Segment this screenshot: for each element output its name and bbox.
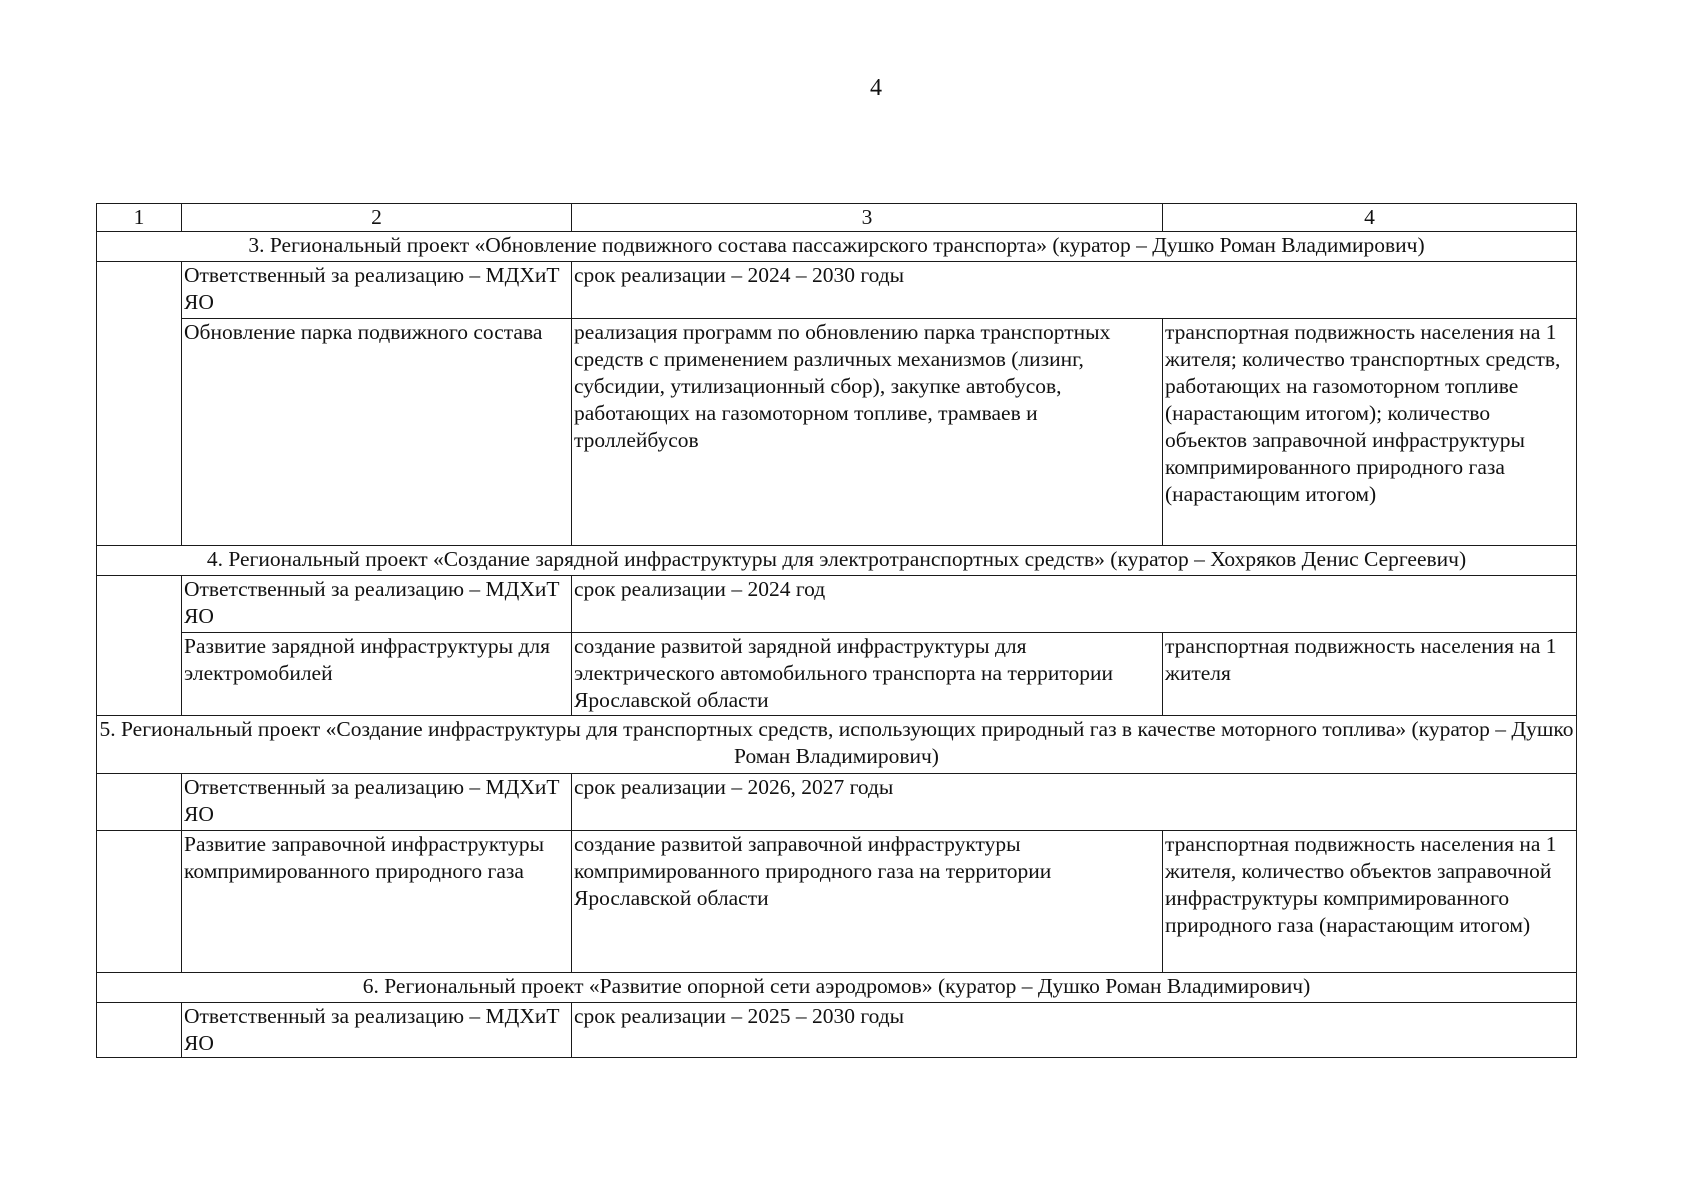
- table-row: [97, 319, 1577, 546]
- term-cell: срок реализации – 2025 – 2030 годы: [572, 1003, 1577, 1058]
- table-header-row: [97, 204, 1577, 232]
- description-cell: создание развитой зарядной инфраструктуры для электрического автомобильного транспорта на территории Ярославской области: [572, 633, 1163, 716]
- section-row: [97, 716, 1577, 774]
- column-number-3: 3: [572, 204, 1163, 232]
- task-cell: Развитие заправочной инфраструктуры компримированного природного газа: [182, 831, 572, 973]
- term-cell: срок реализации – 2024 год: [572, 576, 1577, 633]
- section-title: 5. Региональный проект «Создание инфраструктуры для транспортных средств, использующих природный газ в качестве моторного топлива» (куратор – Душко Роман Владимирович): [97, 716, 1577, 774]
- section-title: 3. Региональный проект «Обновление подвижного состава пассажирского транспорта» (куратор – Душко Роман Владимирович): [97, 232, 1577, 262]
- table-row: [97, 831, 1577, 973]
- description-cell: создание развитой заправочной инфраструктуры компримированного природного газа на территории Ярославской области: [572, 831, 1163, 973]
- table-row: [97, 633, 1577, 716]
- task-cell: Развитие зарядной инфраструктуры для электромобилей: [182, 633, 572, 716]
- section-row: [97, 973, 1577, 1003]
- empty-cell: [97, 774, 182, 831]
- indicators-cell: транспортная подвижность населения на 1 жителя: [1163, 633, 1577, 716]
- responsible-row: [97, 1003, 1577, 1058]
- responsible-cell: Ответственный за реализацию – МДХиТ ЯО: [182, 1003, 572, 1058]
- term-cell: срок реализации – 2024 – 2030 годы: [572, 262, 1577, 319]
- empty-cell: [97, 1003, 182, 1058]
- section-title: 6. Региональный проект «Развитие опорной сети аэродромов» (куратор – Душко Роман Владимирович): [97, 973, 1577, 1003]
- section-title: 4. Региональный проект «Создание зарядной инфраструктуры для электротранспортных средств» (куратор – Хохряков Денис Сергеевич): [97, 546, 1577, 576]
- column-number-4: 4: [1163, 204, 1577, 232]
- responsible-row: [97, 262, 1577, 319]
- responsible-row: [97, 774, 1577, 831]
- section-row: [97, 232, 1577, 262]
- term-cell: срок реализации – 2026, 2027 годы: [572, 774, 1577, 831]
- task-cell: Обновление парка подвижного состава: [182, 319, 572, 546]
- projects-table: [96, 203, 1577, 1058]
- responsible-cell: Ответственный за реализацию – МДХиТ ЯО: [182, 262, 572, 319]
- empty-cell: [97, 831, 182, 973]
- responsible-cell: Ответственный за реализацию – МДХиТ ЯО: [182, 576, 572, 633]
- empty-cell: [97, 262, 182, 546]
- responsible-cell: Ответственный за реализацию – МДХиТ ЯО: [182, 774, 572, 831]
- section-row: [97, 546, 1577, 576]
- indicators-cell: транспортная подвижность населения на 1 жителя; количество транспортных средств, работающих на газомоторном топливе (нарастающим итогом); количество объектов заправочной инфраструктуры компримированного природного газа (нарастающим итогом): [1163, 319, 1577, 546]
- empty-cell: [97, 576, 182, 716]
- column-number-1: 1: [97, 204, 182, 232]
- responsible-row: [97, 576, 1577, 633]
- indicators-cell: транспортная подвижность населения на 1 жителя, количество объектов заправочной инфраструктуры компримированного природного газа (нарастающим итогом): [1163, 831, 1577, 973]
- description-cell: реализация программ по обновлению парка транспортных средств с применением различных механизмов (лизинг, субсидии, утилизационный сбор), закупке автобусов, работающих на газомоторном топливе, трамваев и троллейбусов: [572, 319, 1163, 546]
- column-number-2: 2: [182, 204, 572, 232]
- page-number: 4: [870, 75, 882, 101]
